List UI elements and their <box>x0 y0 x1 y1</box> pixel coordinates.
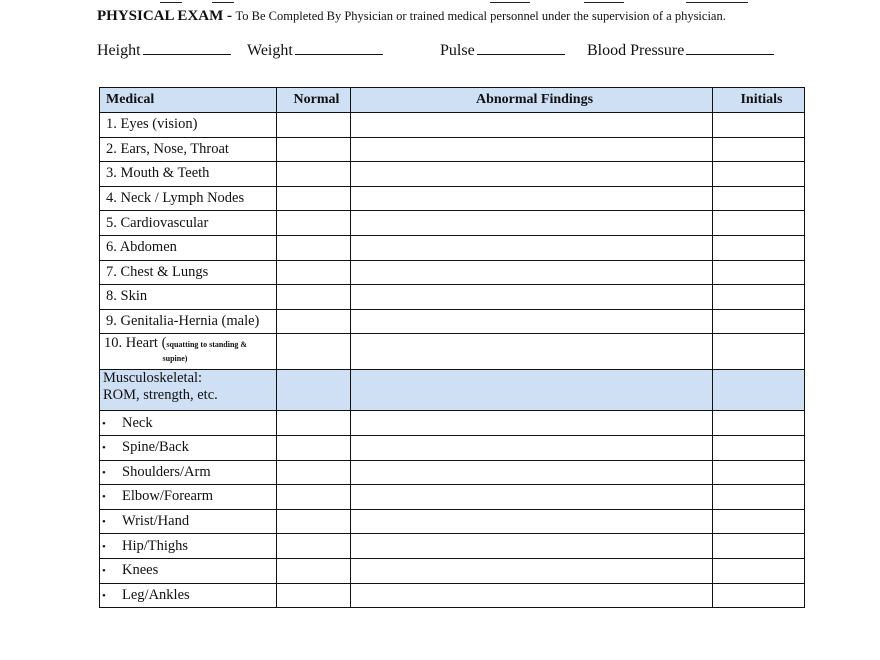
musculoskeletal-section-row <box>100 370 805 411</box>
row-label: Knees <box>122 562 159 579</box>
initials-cell[interactable] <box>713 583 805 608</box>
normal-cell[interactable] <box>277 509 351 534</box>
normal-cell[interactable] <box>277 211 351 236</box>
heart-row-label <box>100 334 277 370</box>
abnormal-findings-cell[interactable] <box>351 260 713 285</box>
bullet-icon: • <box>102 491 106 504</box>
row-label-cell <box>100 309 277 334</box>
table-row <box>100 162 805 187</box>
row-label-cell <box>100 411 277 436</box>
section-line-1: Musculoskeletal: <box>103 370 203 387</box>
bullet-icon: • <box>102 417 106 430</box>
vitals-row <box>97 40 797 64</box>
height-blank[interactable] <box>143 40 231 55</box>
row-label-cell <box>100 235 277 260</box>
abnormal-findings-cell[interactable] <box>351 186 713 211</box>
row-label-cell <box>100 485 277 510</box>
bullet-icon: • <box>102 589 106 602</box>
initials-cell[interactable] <box>713 558 805 583</box>
bullet-icon: • <box>102 442 106 455</box>
page-title <box>97 8 726 25</box>
row-label-cell <box>100 162 277 187</box>
row-label-cell <box>100 211 277 236</box>
physical-exam-table <box>99 87 805 608</box>
heart-label: 10. Heart ( <box>104 335 167 352</box>
table-row <box>100 137 805 162</box>
bullet-icon: • <box>102 540 106 553</box>
row-label-cell <box>100 186 277 211</box>
table-row <box>100 534 805 559</box>
normal-cell[interactable] <box>277 235 351 260</box>
row-label: Wrist/Hand <box>122 513 190 530</box>
table-row <box>100 211 805 236</box>
musculoskeletal-label <box>100 370 277 411</box>
top-cut-off-lines <box>0 0 880 6</box>
abnormal-findings-cell[interactable] <box>351 485 713 510</box>
table-row <box>100 485 805 510</box>
title-subtitle: To Be Completed By Physician or trained medical personnel under the supervision of a physician. <box>235 9 726 23</box>
row-label-cell <box>100 435 277 460</box>
abnormal-findings-cell[interactable] <box>351 113 713 138</box>
normal-cell[interactable] <box>277 162 351 187</box>
row-label-cell <box>100 137 277 162</box>
abnormal-findings-cell[interactable] <box>351 370 713 411</box>
medical-rows <box>100 113 805 334</box>
abnormal-findings-cell[interactable] <box>351 162 713 187</box>
bullet-icon: • <box>102 565 106 578</box>
normal-cell[interactable] <box>277 411 351 436</box>
row-label: 4. Neck / Lymph Nodes <box>106 190 245 207</box>
heart-note-a: squatting to standing & <box>166 340 248 350</box>
row-label: 3. Mouth & Teeth <box>106 165 210 182</box>
section-line-2: ROM, strength, etc. <box>103 387 218 404</box>
blood-pressure-blank[interactable] <box>686 40 774 55</box>
abnormal-findings-cell[interactable] <box>351 211 713 236</box>
normal-cell[interactable] <box>277 260 351 285</box>
normal-cell[interactable] <box>277 485 351 510</box>
table-row <box>100 411 805 436</box>
normal-cell[interactable] <box>277 534 351 559</box>
abnormal-findings-cell[interactable] <box>351 534 713 559</box>
abnormal-findings-cell[interactable] <box>351 558 713 583</box>
abnormal-findings-cell[interactable] <box>351 411 713 436</box>
row-label: 1. Eyes (vision) <box>106 116 198 133</box>
header-abnormal-findings: Abnormal Findings <box>351 88 713 113</box>
normal-cell[interactable] <box>277 334 351 370</box>
initials-cell[interactable] <box>713 162 805 187</box>
initials-cell[interactable] <box>713 485 805 510</box>
table-row <box>100 460 805 485</box>
normal-cell[interactable] <box>277 285 351 310</box>
table-row <box>100 558 805 583</box>
abnormal-findings-cell[interactable] <box>351 235 713 260</box>
table-row <box>100 509 805 534</box>
row-label: Elbow/Forearm <box>122 488 214 505</box>
row-label-cell <box>100 583 277 608</box>
bullet-icon: • <box>102 516 106 529</box>
initials-cell[interactable] <box>713 460 805 485</box>
normal-cell[interactable] <box>277 460 351 485</box>
height-field[interactable] <box>97 40 231 60</box>
table-row <box>100 235 805 260</box>
normal-cell[interactable] <box>277 558 351 583</box>
pulse-label: Pulse <box>440 42 475 59</box>
row-label-cell <box>100 509 277 534</box>
row-label: Shoulders/Arm <box>122 463 211 480</box>
normal-cell[interactable] <box>277 137 351 162</box>
title-bold: PHYSICAL EXAM - <box>97 8 233 24</box>
initials-cell[interactable] <box>713 137 805 162</box>
normal-cell[interactable] <box>277 186 351 211</box>
row-label: Hip/Thighs <box>122 537 189 554</box>
row-label: 5. Cardiovascular <box>106 214 209 231</box>
initials-cell[interactable] <box>713 211 805 236</box>
normal-cell[interactable] <box>277 309 351 334</box>
initials-cell[interactable] <box>713 235 805 260</box>
row-label: 6. Abdomen <box>106 239 177 256</box>
abnormal-findings-cell[interactable] <box>351 285 713 310</box>
initials-cell[interactable] <box>713 285 805 310</box>
row-label: 9. Genitalia-Hernia (male) <box>106 313 260 330</box>
abnormal-findings-cell[interactable] <box>351 460 713 485</box>
weight-field[interactable] <box>247 40 383 60</box>
abnormal-findings-cell[interactable] <box>351 309 713 334</box>
abnormal-findings-cell[interactable] <box>351 583 713 608</box>
normal-cell[interactable] <box>277 583 351 608</box>
normal-cell[interactable] <box>277 370 351 411</box>
table-row <box>100 435 805 460</box>
blood-pressure-field[interactable] <box>587 40 774 60</box>
initials-cell[interactable] <box>713 411 805 436</box>
abnormal-findings-cell[interactable] <box>351 334 713 370</box>
bullet-icon: • <box>102 466 106 479</box>
row-label: 7. Chest & Lungs <box>106 263 209 280</box>
header-medical: Medical <box>100 88 277 113</box>
row-label-cell <box>100 460 277 485</box>
row-label: Spine/Back <box>122 439 189 456</box>
heart-section <box>100 334 805 411</box>
pulse-field[interactable] <box>440 40 565 60</box>
height-label: Height <box>97 42 141 59</box>
initials-cell[interactable] <box>713 509 805 534</box>
initials-cell[interactable] <box>713 370 805 411</box>
heart-note-b: supine) <box>162 354 188 364</box>
initials-cell[interactable] <box>713 260 805 285</box>
initials-cell[interactable] <box>713 113 805 138</box>
row-label-cell <box>100 260 277 285</box>
initials-cell[interactable] <box>713 186 805 211</box>
table-row <box>100 583 805 608</box>
blood-pressure-label: Blood Pressure <box>587 42 685 59</box>
pulse-blank[interactable] <box>477 40 565 55</box>
weight-label: Weight <box>247 42 293 59</box>
header-normal: Normal <box>277 88 351 113</box>
row-label-cell <box>100 558 277 583</box>
table-row <box>100 309 805 334</box>
normal-cell[interactable] <box>277 113 351 138</box>
initials-cell[interactable] <box>713 534 805 559</box>
initials-cell[interactable] <box>713 309 805 334</box>
abnormal-findings-cell[interactable] <box>351 137 713 162</box>
abnormal-findings-cell[interactable] <box>351 435 713 460</box>
table-row <box>100 186 805 211</box>
row-label: Neck <box>122 414 153 431</box>
row-label: 8. Skin <box>106 288 148 305</box>
table-row <box>100 334 805 370</box>
header-initials: Initials <box>713 88 805 113</box>
normal-cell[interactable] <box>277 435 351 460</box>
table-row <box>100 285 805 310</box>
table-row <box>100 113 805 138</box>
table-row <box>100 260 805 285</box>
musculoskeletal-rows <box>100 411 805 608</box>
row-label-cell <box>100 534 277 559</box>
row-label: 2. Ears, Nose, Throat <box>106 140 229 157</box>
initials-cell[interactable] <box>713 334 805 370</box>
row-label-cell <box>100 113 277 138</box>
row-label: Leg/Ankles <box>122 586 190 603</box>
abnormal-findings-cell[interactable] <box>351 509 713 534</box>
initials-cell[interactable] <box>713 435 805 460</box>
table-header-row <box>100 88 805 113</box>
row-label-cell <box>100 285 277 310</box>
weight-blank[interactable] <box>295 40 383 55</box>
